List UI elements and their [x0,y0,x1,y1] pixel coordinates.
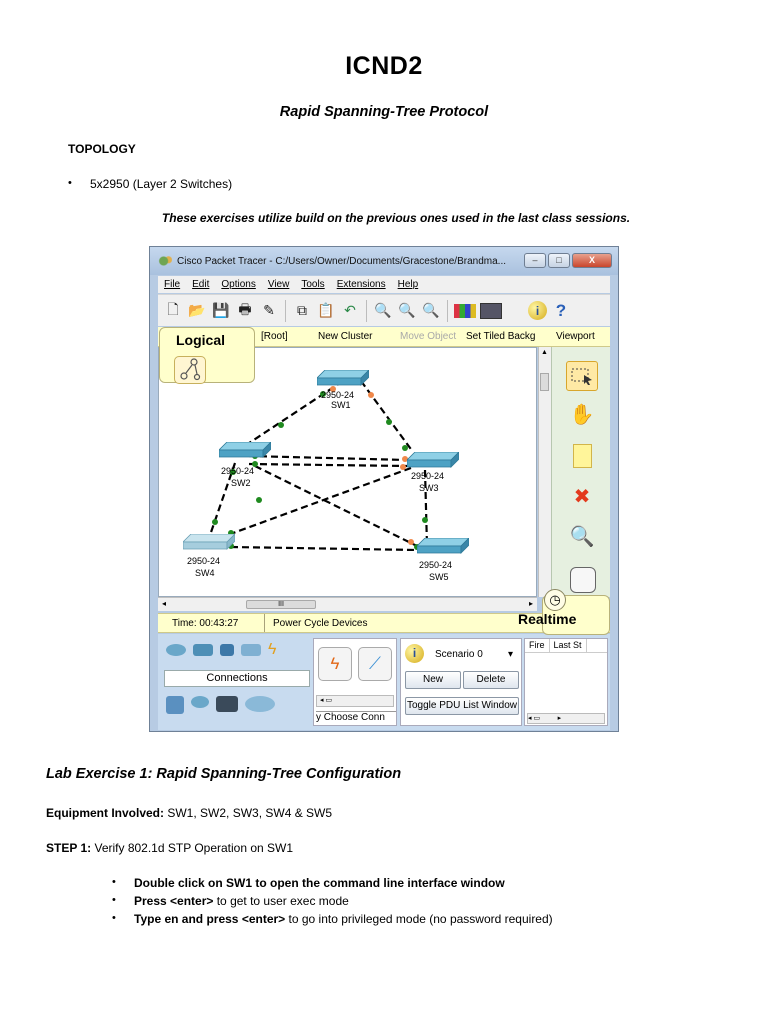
zoom-in-icon[interactable]: 🔍 [374,302,392,318]
main-toolbar [158,294,610,326]
realtime-tab-label: Realtime [518,611,577,627]
connection-type-row [166,696,275,714]
switch-sw1-name: SW1 [331,400,351,410]
menu-options[interactable]: Options [221,279,256,290]
topology-bullet [68,177,232,191]
scenario-select[interactable] [431,647,517,663]
activity-wizard-icon[interactable]: ✎ [263,302,275,318]
connection-hint: y Choose Conn [316,711,396,723]
zoom-reset-icon[interactable]: 🔍 [398,302,416,318]
bullet-dot: • [68,177,72,189]
scenario-info-icon[interactable]: i [405,644,424,663]
switch-sw4-model: 2950-24 [187,556,221,566]
switch-icon [317,370,369,386]
minimize-button[interactable]: – [524,253,546,268]
step1-label: STEP 1: [46,841,92,855]
power-cycle-devices-button[interactable]: Power Cycle Devices [264,614,367,632]
delete-icon[interactable]: ✖ [573,485,591,508]
packet-tracer-logo-icon [158,255,172,267]
toolbar-separator [366,300,367,322]
list-item: • Type en and press <enter> to go into privileged mode (no password required) [112,912,553,926]
palette-icon[interactable] [454,304,476,318]
document-title: ICND2 [345,52,423,80]
connections-label: Connections [164,670,310,687]
root-button[interactable]: [Root] [261,331,288,342]
toolbar-separator [285,300,286,322]
new-cluster-button[interactable]: New Cluster [318,331,373,342]
equipment-value: SW1, SW2, SW3, SW4 & SW5 [164,806,333,820]
topology-nav-icon [174,356,206,384]
window-title: Cisco Packet Tracer - C:/Users/Owner/Documents/Gracestone/Brandma... [177,255,506,267]
console-cable-icon[interactable]: ⟋ [358,647,392,681]
list-item: • Press <enter> to get to user exec mode [112,894,349,908]
custom-device-type-icon[interactable] [216,696,238,712]
device-panel [158,634,610,730]
info-icon[interactable]: i [528,301,547,320]
step1-instructions [112,876,553,930]
place-note-icon[interactable] [566,441,598,471]
switch-sw5-name: SW5 [429,572,449,582]
open-folder-icon[interactable]: 📂 [188,302,206,318]
list-item: • Double click on SW1 to open the command line interface window [112,876,505,890]
connections-lightning-icon[interactable]: ϟ [268,641,277,658]
print-icon[interactable]: 🖶 [238,300,252,317]
topology-bullet-text: 5x2950 (Layer 2 Switches) [90,177,233,191]
logical-tab-label: Logical [176,332,226,348]
switch-sw3[interactable] [407,452,459,470]
hubs-icon[interactable] [220,644,234,656]
menu-view[interactable]: View [267,279,290,290]
switch-sw2[interactable] [219,442,271,460]
pdu-scrollbar[interactable]: ◂ ▭ ▸ [527,713,605,724]
copy-icon[interactable]: ⧉ [297,302,307,318]
switches-icon[interactable] [193,644,213,656]
document-subtitle: Rapid Spanning-Tree Protocol [279,104,489,120]
switch-sw2-model: 2950-24 [221,466,255,476]
link-sw4-sw5 [231,547,417,550]
new-file-icon[interactable]: 🗋 [167,300,179,317]
custom-device-icon[interactable] [480,303,502,319]
common-tools-bar [551,347,610,597]
workspace-horizontal-scrollbar[interactable] [158,597,537,611]
pdu-column-fire[interactable]: Fire [525,639,550,652]
switch-sw4-name: SW4 [195,568,215,578]
link-sw3-sw5 [425,470,427,546]
workspace-vertical-scrollbar[interactable] [538,347,551,597]
switch-icon [219,442,271,458]
menu-tools[interactable]: Tools [301,279,325,290]
topology-heading: TOPOLOGY [68,142,136,156]
scenario-select-value: Scenario 0 [435,649,483,660]
routers-icon[interactable] [166,644,186,656]
help-icon[interactable]: ? [555,300,567,320]
link-sw2-sw5 [255,466,417,546]
scenario-panel [400,638,522,726]
new-scenario-button[interactable]: New [405,671,461,689]
switch-sw3-name: SW3 [419,483,439,493]
scroll-left-icon[interactable]: ◂ [162,599,167,608]
switch-sw4[interactable] [183,534,235,552]
switch-sw1-model: 2950-24 [321,390,355,400]
pdu-list-header [525,639,607,653]
zoom-out-icon[interactable]: 🔍 [422,302,440,318]
window-controls [524,253,612,268]
switch-sw5[interactable] [417,538,469,556]
pdu-list-panel [524,638,608,726]
packet-tracer-window [149,246,619,732]
move-layout-hand-icon[interactable]: ✋ [569,403,595,426]
undo-icon[interactable]: ↶ [344,302,356,318]
switch-sw5-model: 2950-24 [419,560,453,570]
switch-icon [417,538,469,554]
link-sw2-sw3-b [249,464,407,466]
hscroll-thumb[interactable]: III [246,600,316,609]
toolbar-separator [447,300,448,322]
inspect-magnifier-icon[interactable]: 🔍 [569,525,595,548]
menu-file[interactable]: File [164,279,181,290]
vscroll-thumb[interactable] [540,373,549,391]
device-category-row [166,641,277,658]
switch-sw1[interactable] [317,370,369,402]
delete-scenario-button[interactable]: Delete [463,671,519,689]
logical-workspace[interactable] [158,347,537,597]
paste-icon[interactable]: 📋 [317,302,335,318]
lab-exercise-name: : Rapid Spanning-Tree Configuration [147,766,402,782]
end-device-icon[interactable] [166,696,184,714]
equipment-label: Equipment Involved: [46,806,165,820]
realtime-clock-icon[interactable]: ◷ [544,589,566,611]
auto-connection-icon[interactable]: ϟ [318,647,352,681]
simulation-time: Time: 00:43:27 [172,618,239,629]
viewport-button[interactable]: Viewport [556,331,595,342]
logical-tab[interactable] [159,327,255,383]
switch-sw3-model: 2950-24 [411,471,445,481]
pdu-column-last-status[interactable]: Last St [550,639,587,652]
link-sw2-sw3-a [249,456,407,460]
intro-note: These exercises utilize build on the previous ones used in the last class sessions. [161,211,631,225]
menu-edit[interactable]: Edit [192,279,210,290]
scroll-right-icon[interactable]: ▸ [528,599,533,608]
switch-sw2-name: SW2 [231,478,251,488]
save-icon[interactable]: 💾 [212,302,230,318]
lab-exercise-number: Lab Exercise 1 [46,766,148,782]
switch-icon [407,452,459,468]
switch-icon [183,534,235,550]
toggle-pdu-list-button[interactable]: Toggle PDU List Window [405,697,519,715]
wireless-icon[interactable] [241,644,261,656]
connection-list-panel [313,638,397,726]
menu-bar [158,276,610,293]
connection-scrollbar[interactable]: ◂ ▭ [316,695,394,707]
menu-extensions[interactable]: Extensions [336,279,386,290]
move-object-button[interactable]: Move Object [400,331,457,342]
wan-emulation-icon[interactable] [191,696,209,708]
close-button[interactable]: X [572,253,612,268]
draw-shape-icon[interactable] [570,567,596,593]
multiuser-cloud-icon[interactable] [245,696,275,712]
window-titlebar [150,247,618,275]
menu-help[interactable]: Help [397,279,419,290]
select-tool-icon[interactable] [566,361,598,391]
chevron-down-icon: ▾ [507,649,513,660]
set-tiled-background-button[interactable]: Set Tiled Backg [466,331,536,342]
maximize-button[interactable]: □ [548,253,570,268]
step1-value: Verify 802.1d STP Operation on SW1 [91,841,294,855]
link-sw3-sw4 [225,468,411,536]
lab-exercise-title [46,766,401,782]
equipment-line [46,806,332,820]
step1-line [46,841,293,855]
scroll-up-icon[interactable]: ▲ [541,349,548,356]
